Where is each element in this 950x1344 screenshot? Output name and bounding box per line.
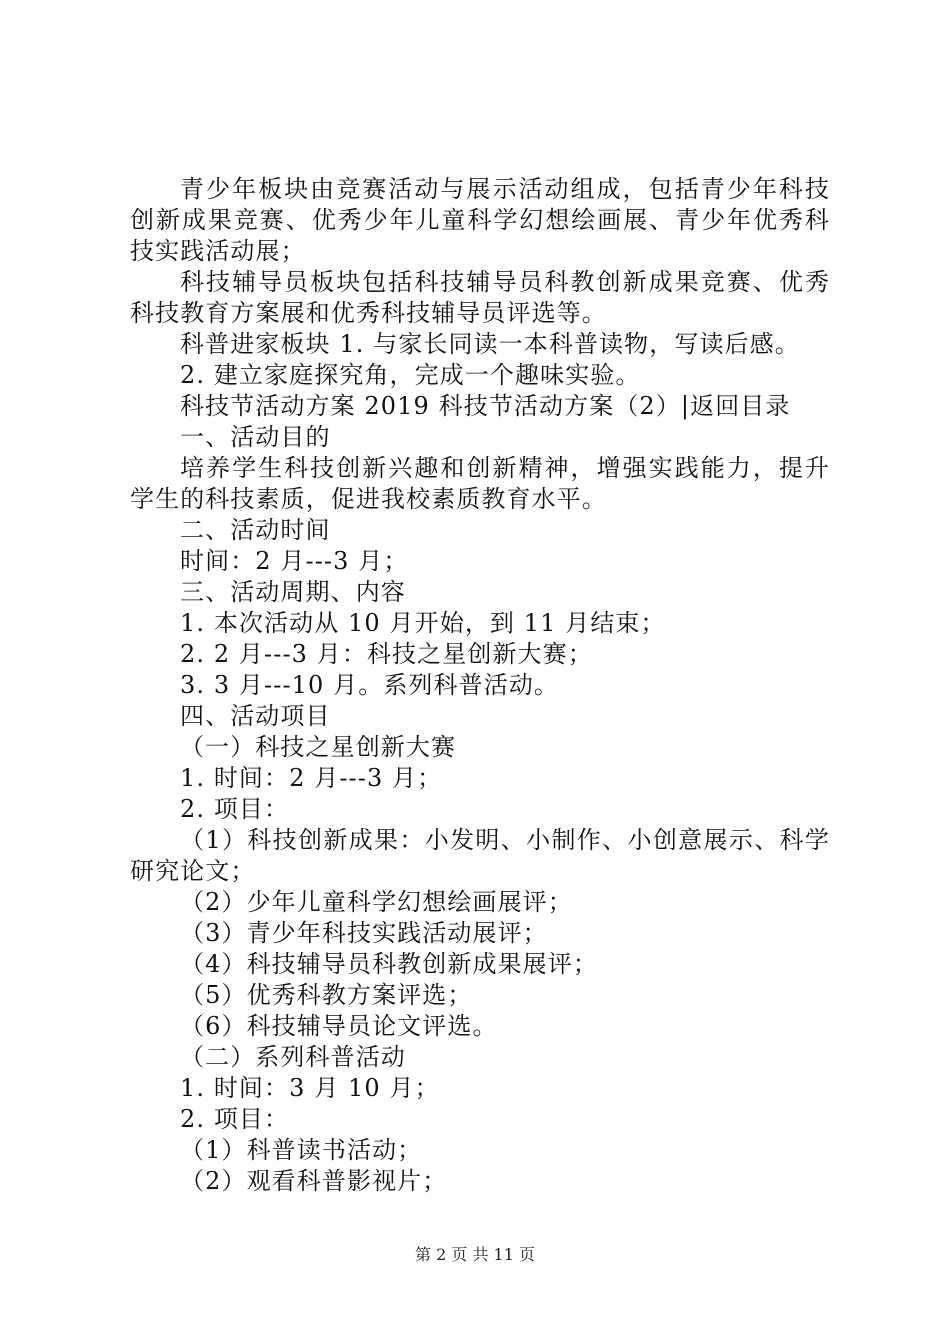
paragraph: 1. 时间：2 月---3 月； [180, 764, 443, 792]
page-footer: 第 2 页 共 11 页 [415, 1245, 535, 1264]
paragraph: 2. 建立家庭探究角，完成一个趣味实验。 [180, 361, 641, 389]
paragraph: 培养学生科技创新兴趣和创新精神，增强实践能力，提升学生的科技素质，促进我校素质教育水平。 [130, 454, 830, 513]
paragraph: （一）科技之星创新大赛 [180, 733, 457, 761]
document-body [130, 174, 830, 1197]
paragraph: （5）优秀科教方案评选； [180, 981, 473, 1009]
paragraph: 一、活动目的 [180, 423, 331, 451]
paragraph: 科普进家板块 1. 与家长同读一本科普读物，写读后感。 [180, 330, 800, 358]
paragraph: 2. 2 月---3 月：科技之星创新大赛； [180, 640, 593, 668]
paragraph: 科技辅导员板块包括科技辅导员科教创新成果竞赛、优秀科技教育方案展和优秀科技辅导员评选等。 [130, 268, 830, 327]
paragraph: 时间：2 月---3 月； [180, 547, 409, 575]
paragraph: 3. 3 月---10 月。系列科普活动。 [180, 671, 560, 699]
paragraph: （2）观看科普影视片； [180, 1167, 448, 1195]
paragraph: （4）科技辅导员科教创新成果展评； [180, 950, 598, 978]
paragraph: 三、活动周期、内容 [180, 578, 406, 606]
paragraph: （2）少年儿童科学幻想绘画展评； [180, 888, 573, 916]
paragraph: 2. 项目： [180, 795, 290, 823]
paragraph: （6）科技辅导员论文评选。 [180, 1012, 498, 1040]
paragraph: 科技节活动方案 2019 科技节活动方案（2）|返回目录 [180, 392, 791, 420]
paragraph: 二、活动时间 [180, 516, 331, 544]
paragraph: （1）科技创新成果：小发明、小制作、小创意展示、科学研究论文； [130, 826, 830, 885]
paragraph: 1. 本次活动从 10 月开始，到 11 月结束； [180, 609, 666, 637]
paragraph: 四、活动项目 [180, 702, 331, 730]
paragraph: （二）系列科普活动 [180, 1043, 406, 1071]
paragraph: （1）科普读书活动； [180, 1136, 423, 1164]
paragraph: （3）青少年科技实践活动展评； [180, 919, 548, 947]
paragraph: 1. 时间：3 月 10 月； [180, 1074, 440, 1102]
paragraph: 2. 项目： [180, 1105, 290, 1133]
paragraph: 青少年板块由竞赛活动与展示活动组成，包括青少年科技创新成果竞赛、优秀少年儿童科学幻想绘画展、青少年优秀科技实践活动展； [130, 175, 830, 265]
